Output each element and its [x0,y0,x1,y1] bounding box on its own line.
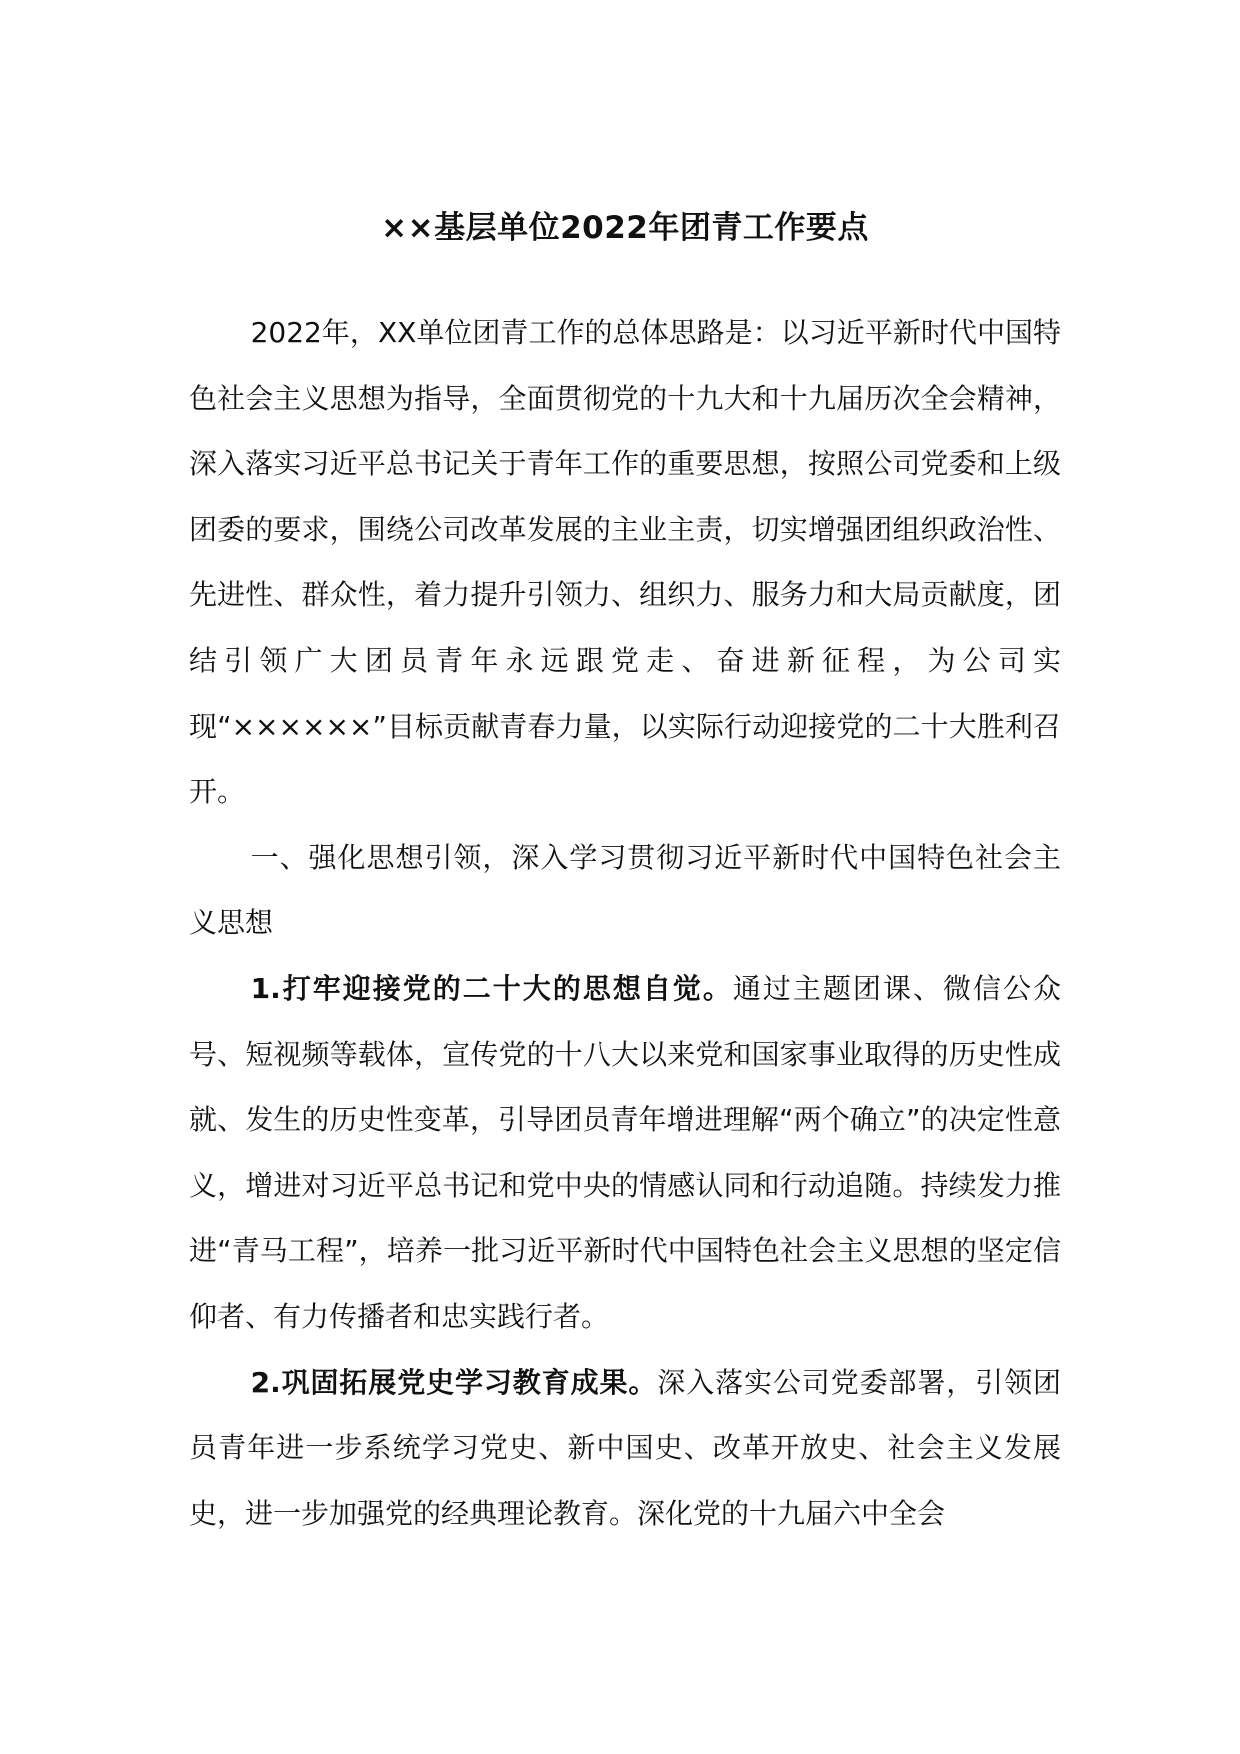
paragraph-lead: 1.打牢迎接党的二十大的思想自觉。 [250,971,733,1005]
paragraph-item-2 [189,1350,1061,1547]
paragraph-text: 2022年，XX单位团青工作的总体思路是：以习近平新时代中国特色社会主义思想为指导，全面贯彻党的十九大和十九届历次全会精神，深入落实习近平总书记关于青年工作的重要思想，按照公司党委和上级团委的要求，围绕公司改革发展的主业主责，切实增强团组织政治性、先进性、群众性，着力提升引领力、组织力、服务力和大局贡献度，团结引领广大团员青年永远跟党走、奋进新征程，为公司实现“××××××”目标贡献青春力量，以实际行动迎接党的二十大胜利召开。 [189,316,1061,809]
paragraph-text: 深入落实公司党委部署，引领团员青年进一步系统学习党史、新中国史、改革开放史、社会主义发展史，进一步加强党的经典理论教育。深化党的十九届六中全会 [189,1365,1061,1530]
paragraph-text: 通过主题团课、微信公众号、短视频等载体，宣传党的十八大以来党和国家事业取得的历史性成就、发生的历史性变革，引导团员青年增进理解“两个确立”的决定性意义，增进对习近平总书记和党中央的情感认同和行动追随。持续发力推进“青马工程”，培养一批习近平新时代中国特色社会主义思想的坚定信仰者、有力传播者和忠实践行者。 [189,971,1061,1333]
paragraph-lead: 2.巩固拓展党史学习教育成果。 [250,1365,658,1399]
document-title: ××基层单位2022年团青工作要点 [381,210,869,246]
paragraph-overview [189,300,1061,825]
document-body [189,300,1061,1546]
document-page [189,0,1061,1754]
section-heading-1 [189,825,1061,956]
paragraph-item-1 [189,956,1061,1350]
paragraph-text: 一、强化思想引领，深入学习贯彻习近平新时代中国特色社会主义思想 [189,840,1061,940]
